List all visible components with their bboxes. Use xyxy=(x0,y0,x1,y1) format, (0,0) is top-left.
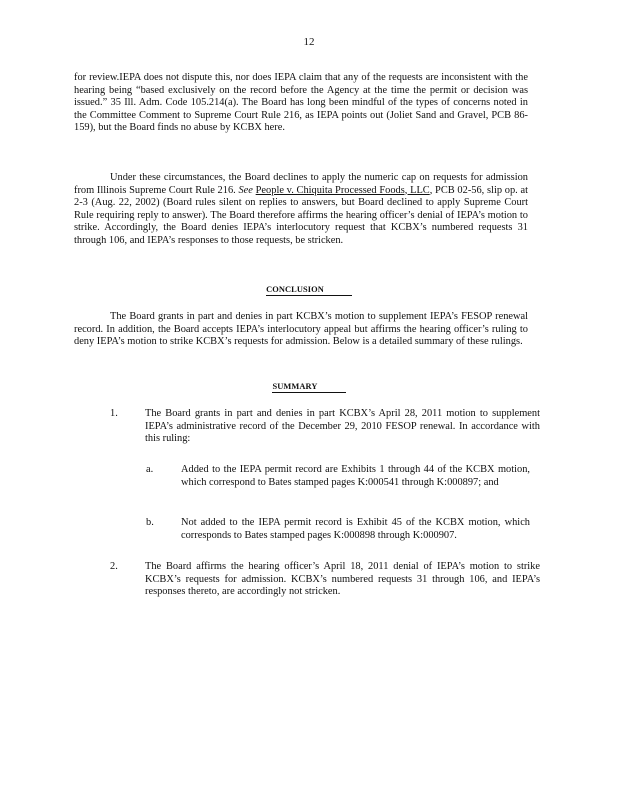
circumstances-text-cont: , PCB 02-56, slip op. at 2-3 (Aug. 22, 2002) (Board rules silent on replies to answers, but Board declined to apply Supreme Court Rule requiring reply to answer). The Board therefore affirms the hearing officer’s denial of IEPA’s motion to strike. Accordingly, the Board denies IEPA’s interlocutory request that KCBX’s numbered requests 31 through 106, and IEPA’s responses to those requests, be stricken. xyxy=(74,184,528,246)
subitem-letter: a. xyxy=(146,464,154,475)
case-citation: People v. Chiquita Processed Foods, LLC xyxy=(255,184,430,196)
page-number: 12 xyxy=(303,36,315,48)
subitem-letter: b. xyxy=(146,517,154,528)
paragraph-review: for review.IEPA does not dispute this, nor does IEPA claim that any of the requests are inconsistent with the hearing being “based exclusively on the record before the Agency at the time the permit or decision was issued.” 35 Ill. Adm. Code 105.214(a). The Board has long been mindful of the types of concerns noted in the Committee Comment to Supreme Court Rule 216, as IEPA points out (Joliet Sand and Gravel, PCB 86-159), but the Board finds no abuse by KCBX here. xyxy=(74,72,528,133)
summary-heading xyxy=(0,381,618,394)
conclusion-text: The Board grants in part and denies in part KCBX’s motion to supplement IEPA’s FESOP renewal record. In addition, the Board accepts IEPA’s interlocutory appeal but affirms the hearing officer’s ruling to deny IEPA’s motion to strike KCBX’s requests for admission. Below is a detailed summary of these rulings. xyxy=(74,311,528,347)
see-signal: See xyxy=(238,184,253,196)
summary-heading-text: SUMMARY xyxy=(272,381,345,393)
subitem-text: Added to the IEPA permit record are Exhibits 1 through 44 of the KCBX motion, which correspond to Bates stamped pages K:000541 through K:000897; and xyxy=(181,464,530,488)
subitem-text: Not added to the IEPA permit record is Exhibit 45 of the KCBX motion, which corresponds to Bates stamped pages K:000898 through K:000907. xyxy=(181,517,530,541)
paragraph-conclusion xyxy=(74,311,528,349)
circumstances-text: Under these circumstances, the Board declines to apply the numeric cap on requests for admission from Illinois Supreme Court Rule 216. xyxy=(74,172,528,196)
conclusion-heading xyxy=(0,284,618,297)
item-number: 1. xyxy=(110,408,118,419)
paragraph-circumstances xyxy=(74,172,528,247)
item-text: The Board affirms the hearing officer’s April 18, 2011 denial of IEPA’s motion to strike KCBX’s requests for admission. KCBX’s numbered requests 31 through 106, and IEPA’s responses thereto, are accordingly not stricken. xyxy=(145,561,540,597)
item-number: 2. xyxy=(110,561,118,572)
conclusion-heading-text: CONCLUSION xyxy=(266,284,352,296)
item-text: The Board grants in part and denies in part KCBX’s April 28, 2011 motion to supplement IEPA’s administrative record of the December 29, 2010 FESOP renewal. In accordance with this ruling: xyxy=(145,408,540,444)
